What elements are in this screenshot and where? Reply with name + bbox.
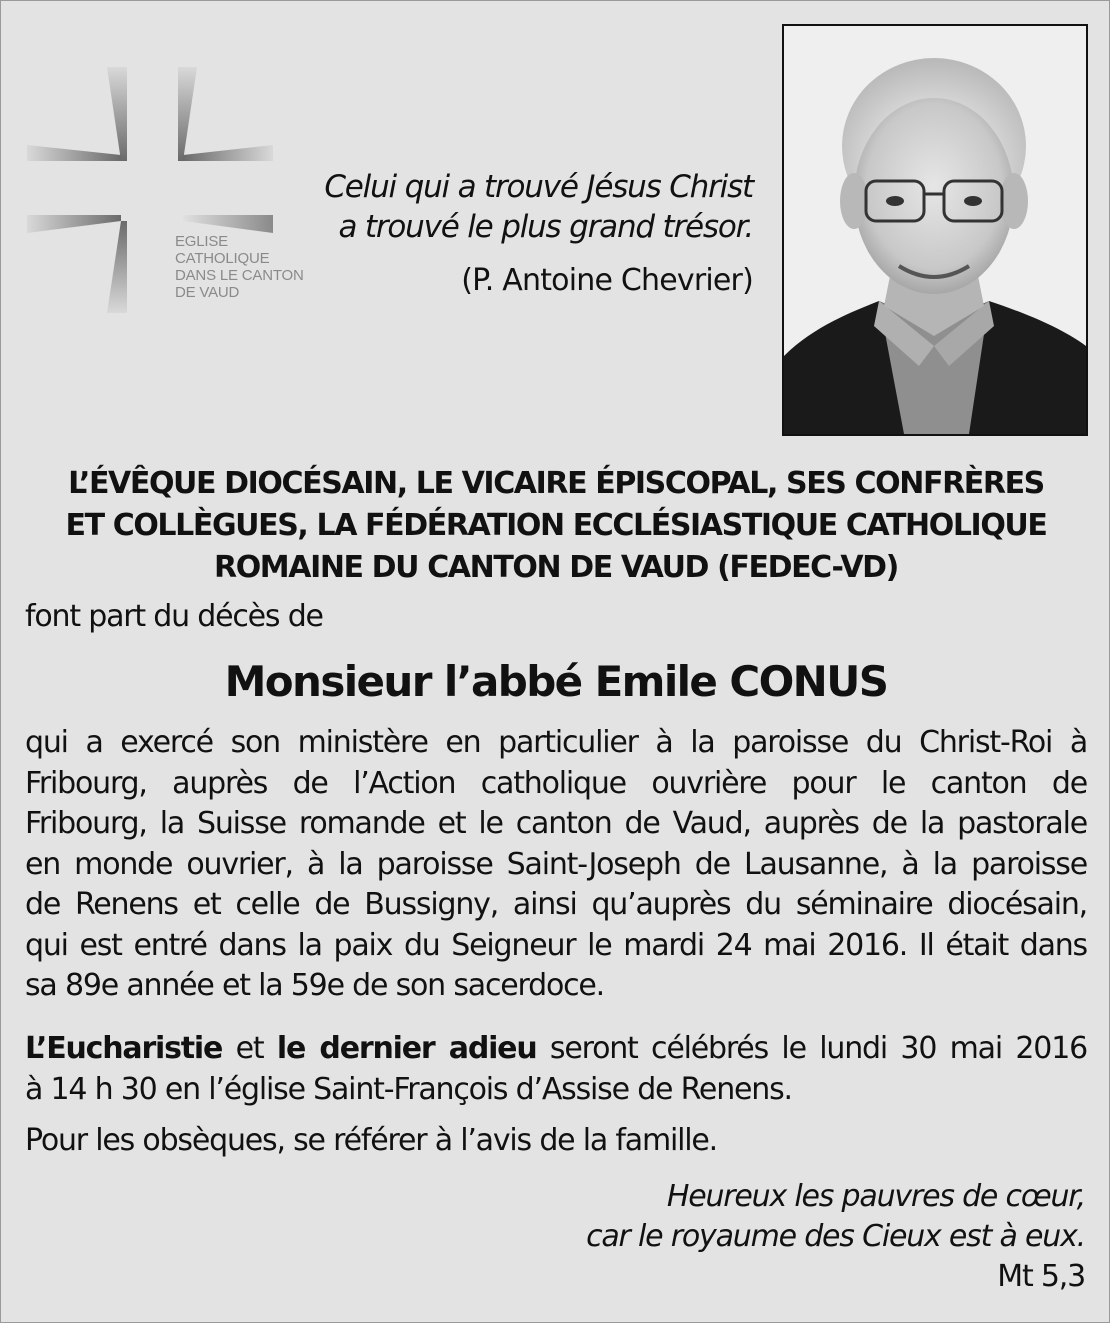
quote-line: Celui qui a trouvé Jésus Christ bbox=[324, 169, 753, 205]
heading-line: ET COLLÈGUES, LA FÉDÉRATION ECCLÉSIASTIQUE CATHOLIQUE bbox=[65, 508, 1047, 543]
deceased-name: Monsieur l’abbé Emile CONUS bbox=[224, 657, 888, 706]
quote-source: (P. Antoine Chevrier) bbox=[461, 263, 753, 298]
logo-line: CATHOLIQUE bbox=[175, 250, 270, 267]
body-line: en monde ouvrier, à la paroisse Saint-Joseph de Lausanne, à la paroisse bbox=[25, 846, 1087, 882]
verse-reference: Mt 5,3 bbox=[997, 1259, 1085, 1294]
ceremony-location: à 14 h 30 en l’église Saint-François d’Assise de Renens. bbox=[25, 1071, 792, 1107]
body-line: qui est entré dans la paix du Seigneur le mardi 24 mai 2016. Il était dans bbox=[25, 927, 1087, 963]
ceremony-line bbox=[25, 1029, 1087, 1070]
ceremony-date: seront célébrés le lundi 30 mai 2016 bbox=[549, 1031, 1087, 1066]
portrait-image bbox=[784, 26, 1086, 434]
body-line: sa 89e année et la 59e de son sacerdoce. bbox=[25, 968, 604, 1003]
body-line: de Renens et celle de Bussigny, ainsi qu’auprès du séminaire diocésain, bbox=[25, 887, 1087, 922]
heading-line: L’ÉVÊQUE DIOCÉSAIN, LE VICAIRE ÉPISCOPAL, SES CONFRÈRES bbox=[68, 466, 1044, 501]
portrait-photo bbox=[782, 24, 1088, 436]
verse-line: car le royaume des Cieux est à eux. bbox=[586, 1219, 1085, 1254]
heading-line: ROMAINE DU CANTON DE VAUD (FEDEC-VD) bbox=[214, 550, 898, 585]
logo-line: DE VAUD bbox=[175, 284, 240, 301]
ceremony-info bbox=[25, 1029, 1087, 1110]
closing-verse bbox=[586, 1177, 1085, 1297]
funeral-note: Pour les obsèques, se référer à l’avis de la famille. bbox=[25, 1123, 717, 1158]
eucharist-label: L’Eucharistie bbox=[25, 1031, 223, 1066]
farewell-label: le dernier adieu bbox=[276, 1031, 537, 1066]
biography-text bbox=[25, 723, 1087, 1007]
church-logo bbox=[25, 63, 315, 319]
body-line: Fribourg, auprès de l’Action catholique ouvrière pour le canton de bbox=[25, 765, 1087, 801]
body-line: qui a exercé son ministère en particulier à la paroisse du Christ-Roi à bbox=[25, 725, 1087, 760]
verse-line: Heureux les pauvres de cœur, bbox=[666, 1179, 1085, 1214]
intro-text: font part du décès de bbox=[25, 599, 323, 634]
announcers-heading bbox=[1, 463, 1110, 589]
quote-line: a trouvé le plus grand trésor. bbox=[338, 209, 753, 245]
logo-line: DANS LE CANTON bbox=[175, 267, 304, 284]
logo-text bbox=[175, 233, 304, 301]
logo-line: EGLISE bbox=[175, 233, 228, 250]
body-line: Fribourg, la Suisse romande et le canton de Vaud, auprès de la pastorale bbox=[25, 806, 1087, 841]
connector-word: et bbox=[235, 1031, 264, 1066]
opening-quote bbox=[324, 167, 753, 247]
